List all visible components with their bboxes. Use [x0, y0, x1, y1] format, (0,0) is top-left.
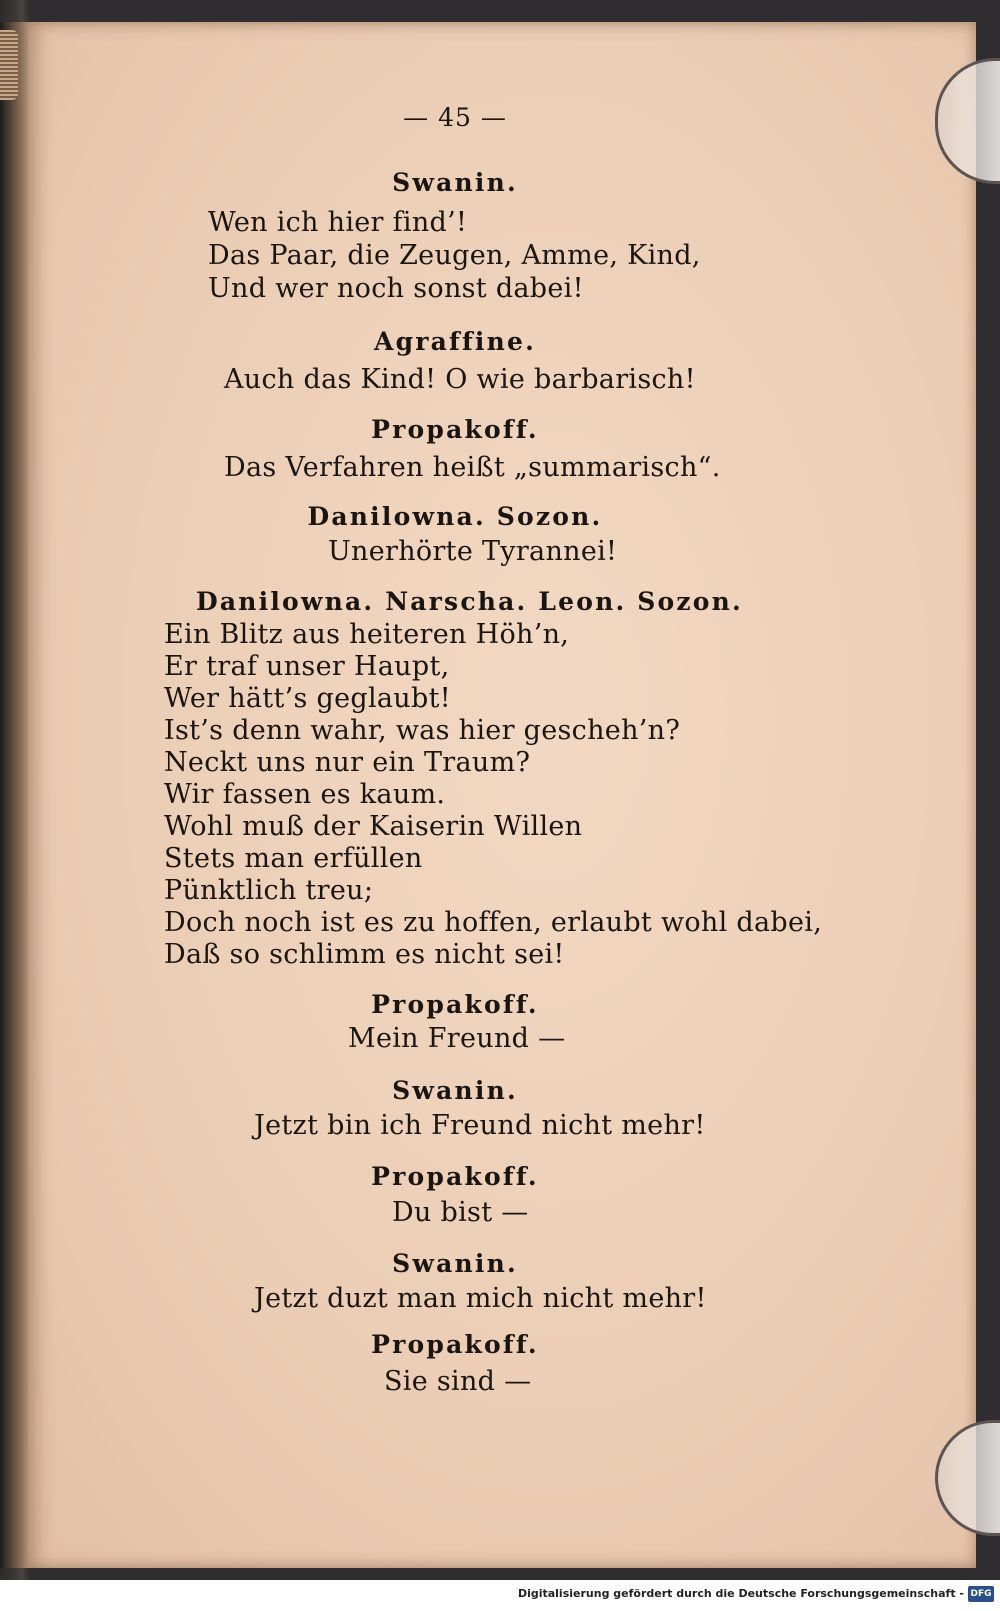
verse-line: Auch das Kind! O wie barbarisch!	[224, 364, 696, 395]
verse-line: Ist’s denn wahr, was hier gescheh’n?	[164, 715, 681, 746]
verse-line: Das Verfahren heißt „summarisch“.	[224, 452, 721, 483]
verse-line: Neckt uns nur ein Traum?	[164, 747, 531, 778]
speaker-name: Agraffine.	[373, 327, 537, 356]
funding-credit: Digitalisierung gefördert durch die Deutsche Forschungsgemeinschaft -	[517, 1587, 964, 1600]
verse-line: Wohl muß der Kaiserin Willen	[164, 811, 583, 842]
verse-line: Wen ich hier find’!	[208, 207, 468, 238]
speaker-name: Danilowna. Narscha. Leon. Sozon.	[196, 587, 743, 616]
verse-line: Ein Blitz aus heiteren Höh’n,	[164, 619, 570, 650]
speaker-name: Propakoff.	[371, 990, 539, 1019]
verse-line: Doch noch ist es zu hoffen, erlaubt wohl dabei,	[164, 907, 823, 938]
verse-line: Daß so schlimm es nicht sei!	[164, 939, 565, 970]
dfg-logo-icon: DFG	[968, 1586, 994, 1602]
verse-line: Unerhörte Tyrannei!	[328, 536, 618, 567]
verse-line: Er traf unser Haupt,	[164, 651, 450, 682]
verse-line: Wir fassen es kaum.	[164, 779, 446, 810]
speaker-name: Propakoff.	[371, 1330, 539, 1359]
verse-line: Pünktlich treu;	[164, 875, 374, 906]
page-number: — 45 —	[403, 103, 507, 132]
verse-line: Wer hätt’s geglaubt!	[164, 683, 451, 714]
verse-line: Das Paar, die Zeugen, Amme, Kind,	[208, 240, 701, 271]
verse-line: Du bist —	[392, 1197, 529, 1228]
digitization-footer	[0, 1580, 1000, 1611]
speaker-name: Propakoff.	[371, 415, 539, 444]
speaker-name: Propakoff.	[371, 1162, 539, 1191]
speaker-name: Danilowna. Sozon.	[307, 502, 603, 531]
speaker-name: Swanin.	[392, 1076, 518, 1105]
verse-line: Sie sind —	[384, 1366, 532, 1397]
verse-line: Jetzt bin ich Freund nicht mehr!	[254, 1110, 706, 1141]
verse-line: Jetzt duzt man mich nicht mehr!	[254, 1283, 707, 1314]
verse-line: Stets man erfüllen	[164, 843, 423, 874]
verse-line: Und wer noch sonst dabei!	[208, 273, 584, 304]
verse-line: Mein Freund —	[348, 1023, 566, 1054]
speaker-name: Swanin.	[392, 1249, 518, 1278]
speaker-name: Swanin.	[392, 168, 518, 197]
